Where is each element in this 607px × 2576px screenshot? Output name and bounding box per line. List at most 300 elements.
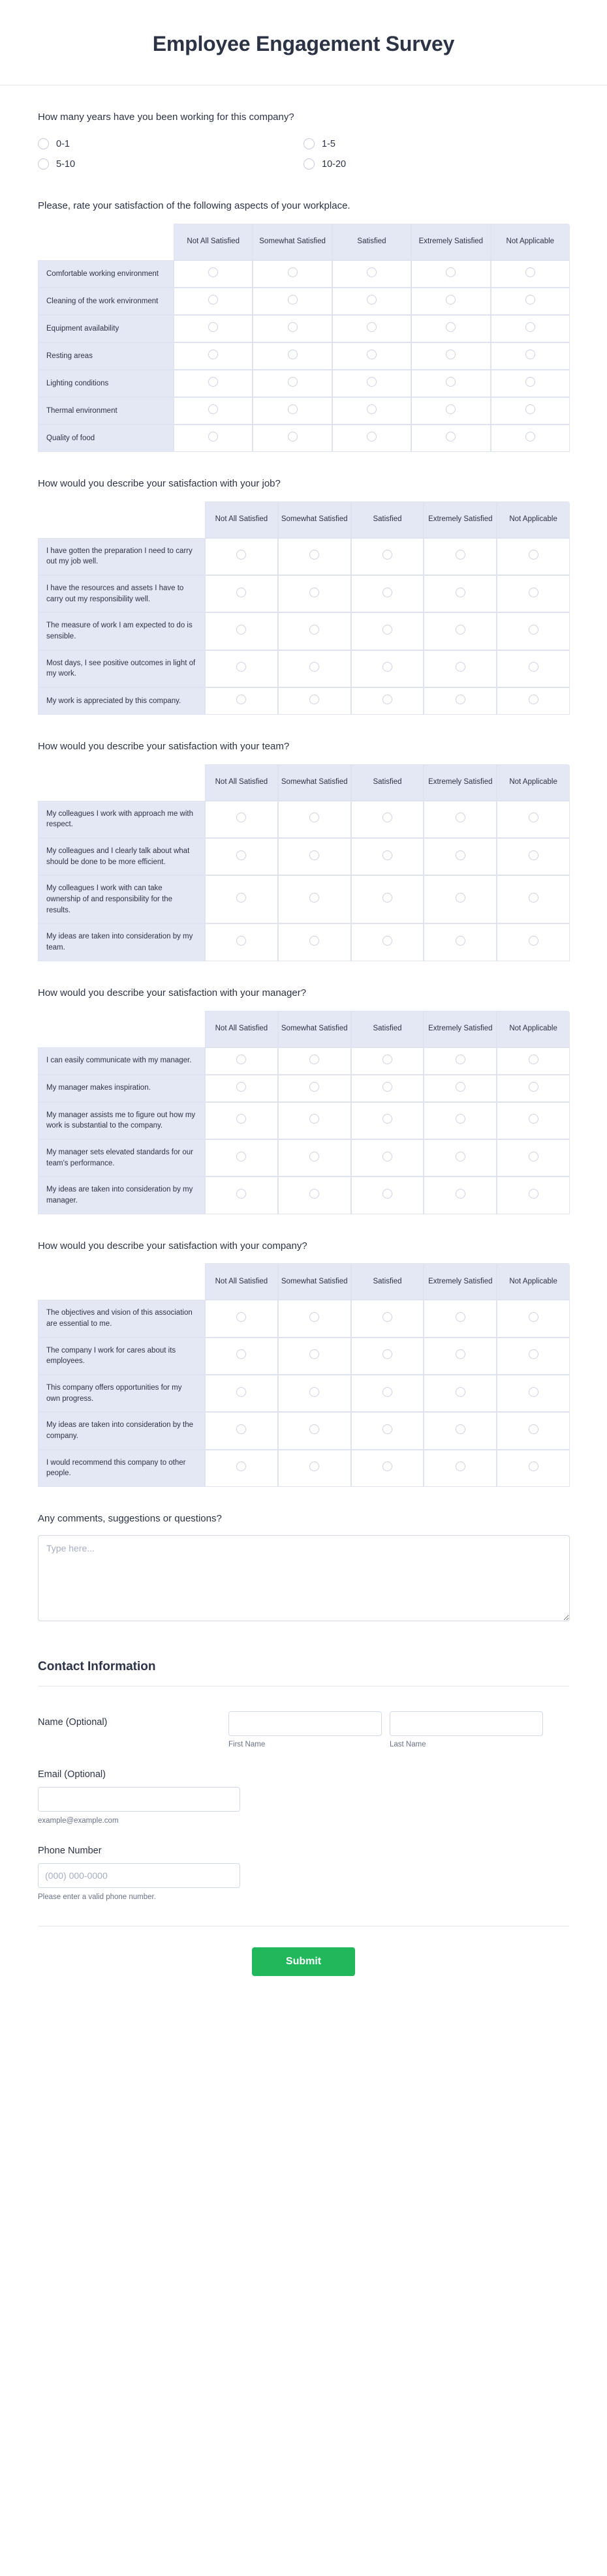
matrix-radio-cell[interactable]: [278, 1412, 351, 1449]
radio-circle-icon[interactable]: [236, 1114, 246, 1124]
radio-circle-icon[interactable]: [309, 1082, 319, 1092]
matrix-radio-cell[interactable]: [278, 1139, 351, 1176]
radio-circle-icon[interactable]: [446, 295, 456, 305]
radio-circle-icon[interactable]: [529, 850, 538, 860]
matrix-radio-cell[interactable]: [205, 1176, 278, 1214]
radio-circle-icon[interactable]: [208, 432, 218, 442]
radio-circle-icon[interactable]: [382, 1424, 392, 1434]
matrix-radio-cell[interactable]: [351, 801, 424, 838]
radio-circle-icon[interactable]: [208, 404, 218, 414]
radio-circle-icon[interactable]: [309, 850, 319, 860]
radio-circle-icon[interactable]: [525, 432, 535, 442]
matrix-radio-cell[interactable]: [278, 612, 351, 650]
radio-circle-icon[interactable]: [529, 695, 538, 704]
matrix-radio-cell[interactable]: [424, 1300, 497, 1337]
radio-circle-icon[interactable]: [382, 1461, 392, 1471]
matrix-radio-cell[interactable]: [424, 1047, 497, 1075]
matrix-row: [38, 1412, 570, 1449]
matrix-radio-cell[interactable]: [174, 342, 253, 370]
radio-circle-icon[interactable]: [456, 1312, 465, 1322]
matrix-radio-cell[interactable]: [278, 1075, 351, 1102]
matrix-radio-cell[interactable]: [497, 1412, 570, 1449]
radio-circle-icon[interactable]: [309, 1114, 319, 1124]
matrix-radio-cell[interactable]: [205, 838, 278, 875]
radio-circle-icon[interactable]: [236, 1387, 246, 1397]
matrix-radio-cell[interactable]: [424, 687, 497, 715]
radio-circle-icon[interactable]: [529, 1424, 538, 1434]
page-title: Employee Engagement Survey: [152, 32, 455, 55]
matrix-radio-cell[interactable]: [351, 687, 424, 715]
radio-circle-icon[interactable]: [367, 350, 377, 359]
radio-circle-icon[interactable]: [456, 813, 465, 822]
matrix-radio-cell[interactable]: [351, 1176, 424, 1214]
matrix-radio-cell[interactable]: [424, 1176, 497, 1214]
radio-circle-icon[interactable]: [367, 432, 377, 442]
matrix-radio-cell[interactable]: [278, 1450, 351, 1487]
first-name-input[interactable]: [228, 1711, 382, 1736]
matrix-radio-cell[interactable]: [205, 1300, 278, 1337]
matrix-radio-cell[interactable]: [424, 538, 497, 575]
question-manager-label: How would you describe your satisfaction with your manager?: [38, 987, 307, 998]
phone-input[interactable]: [38, 1863, 240, 1888]
radio-circle-icon[interactable]: [309, 588, 319, 597]
radio-circle-icon[interactable]: [382, 695, 392, 704]
radio-circle-icon[interactable]: [382, 550, 392, 560]
matrix-radio-cell[interactable]: [424, 575, 497, 612]
matrix-radio-cell[interactable]: [351, 538, 424, 575]
radio-circle-icon[interactable]: [288, 267, 298, 277]
matrix-radio-cell[interactable]: [278, 1300, 351, 1337]
radio-circle-icon[interactable]: [382, 1189, 392, 1199]
matrix-radio-cell[interactable]: [278, 1047, 351, 1075]
question-job-label: How would you describe your satisfaction with your job?: [38, 477, 281, 489]
matrix-radio-cell[interactable]: [278, 1375, 351, 1412]
matrix-radio-cell[interactable]: [497, 1375, 570, 1412]
comments-textarea[interactable]: [38, 1535, 570, 1621]
matrix-radio-cell[interactable]: [351, 1412, 424, 1449]
radio-circle-icon[interactable]: [309, 1349, 319, 1359]
matrix-radio-cell[interactable]: [497, 1047, 570, 1075]
matrix-radio-cell[interactable]: [278, 687, 351, 715]
radio-circle-icon[interactable]: [382, 662, 392, 672]
radio-circle-icon[interactable]: [309, 893, 319, 903]
radio-circle-icon[interactable]: [367, 322, 377, 332]
radio-circle-icon[interactable]: [309, 695, 319, 704]
radio-circle-icon[interactable]: [382, 1055, 392, 1064]
radio-circle-icon[interactable]: [456, 695, 465, 704]
radio-circle-icon[interactable]: [367, 377, 377, 387]
submit-button[interactable]: Submit: [252, 1947, 355, 1976]
radio-circle-icon[interactable]: [529, 625, 538, 635]
matrix-radio-cell[interactable]: [332, 260, 411, 288]
radio-circle-icon[interactable]: [382, 1114, 392, 1124]
radio-circle-icon[interactable]: [525, 404, 535, 414]
radio-circle-icon[interactable]: [236, 850, 246, 860]
matrix-radio-cell[interactable]: [497, 612, 570, 650]
matrix-radio-cell[interactable]: [351, 1075, 424, 1102]
matrix-radio-cell[interactable]: [351, 1375, 424, 1412]
matrix-row-label: My ideas are taken into consideration by my team.: [38, 923, 205, 961]
radio-circle-icon[interactable]: [236, 893, 246, 903]
matrix-radio-cell[interactable]: [253, 397, 332, 425]
matrix-row: [38, 612, 570, 650]
matrix-radio-cell[interactable]: [411, 315, 490, 342]
comments-textarea-wrap: [38, 1535, 569, 1625]
radio-circle-icon[interactable]: [38, 138, 49, 149]
matrix-radio-cell[interactable]: [205, 1047, 278, 1075]
matrix-radio-cell[interactable]: [497, 1139, 570, 1176]
matrix-radio-cell[interactable]: [497, 1075, 570, 1102]
matrix-radio-cell[interactable]: [497, 1450, 570, 1487]
matrix-header-row: [38, 764, 570, 801]
radio-circle-icon[interactable]: [236, 1189, 246, 1199]
matrix-radio-cell[interactable]: [351, 923, 424, 961]
matrix-radio-cell[interactable]: [411, 288, 490, 315]
matrix-column-header: Satisfied: [351, 1011, 424, 1047]
radio-circle-icon[interactable]: [236, 813, 246, 822]
matrix-radio-cell[interactable]: [351, 838, 424, 875]
radio-circle-icon[interactable]: [382, 1387, 392, 1397]
radio-circle-icon[interactable]: [529, 936, 538, 946]
matrix-radio-cell[interactable]: [253, 315, 332, 342]
matrix-radio-cell[interactable]: [205, 1139, 278, 1176]
matrix-radio-cell[interactable]: [497, 650, 570, 687]
matrix-radio-cell[interactable]: [351, 875, 424, 923]
matrix-radio-cell[interactable]: [497, 687, 570, 715]
matrix-row: [38, 650, 570, 687]
matrix-radio-cell[interactable]: [411, 397, 490, 425]
matrix-radio-cell[interactable]: [205, 1338, 278, 1375]
radio-circle-icon[interactable]: [236, 1082, 246, 1092]
matrix-radio-cell[interactable]: [205, 575, 278, 612]
years-option-10-20[interactable]: [304, 154, 569, 174]
radio-circle-icon[interactable]: [529, 1387, 538, 1397]
radio-circle-icon[interactable]: [382, 936, 392, 946]
radio-circle-icon[interactable]: [456, 550, 465, 560]
radio-circle-icon[interactable]: [309, 936, 319, 946]
radio-circle-icon[interactable]: [446, 377, 456, 387]
radio-circle-icon[interactable]: [456, 1461, 465, 1471]
radio-circle-icon[interactable]: [382, 893, 392, 903]
matrix-radio-cell[interactable]: [424, 612, 497, 650]
radio-circle-icon[interactable]: [456, 1189, 465, 1199]
matrix-radio-cell[interactable]: [424, 1139, 497, 1176]
matrix-radio-cell[interactable]: [278, 801, 351, 838]
matrix-radio-cell[interactable]: [332, 425, 411, 452]
matrix-radio-cell[interactable]: [253, 288, 332, 315]
radio-circle-icon[interactable]: [309, 1152, 319, 1161]
matrix-radio-cell[interactable]: [205, 1075, 278, 1102]
radio-circle-icon[interactable]: [456, 1114, 465, 1124]
matrix-radio-cell[interactable]: [424, 923, 497, 961]
radio-circle-icon[interactable]: [236, 936, 246, 946]
matrix-radio-cell[interactable]: [491, 425, 570, 452]
email-input[interactable]: [38, 1787, 240, 1812]
radio-circle-icon[interactable]: [529, 813, 538, 822]
matrix-radio-cell[interactable]: [332, 342, 411, 370]
matrix-radio-cell[interactable]: [278, 1176, 351, 1214]
radio-circle-icon[interactable]: [236, 625, 246, 635]
matrix-radio-cell[interactable]: [424, 1375, 497, 1412]
matrix-radio-cell[interactable]: [174, 288, 253, 315]
radio-circle-icon[interactable]: [525, 322, 535, 332]
matrix-radio-cell[interactable]: [497, 875, 570, 923]
matrix-row: [38, 575, 570, 612]
radio-circle-icon[interactable]: [382, 588, 392, 597]
question-years-block: [38, 85, 569, 174]
radio-circle-icon[interactable]: [309, 1461, 319, 1471]
question-workplace-label: Please, rate your satisfaction of the following aspects of your workplace.: [38, 200, 350, 212]
matrix-radio-cell[interactable]: [174, 397, 253, 425]
matrix-radio-cell[interactable]: [497, 1300, 570, 1337]
matrix-radio-cell[interactable]: [174, 370, 253, 397]
radio-circle-icon[interactable]: [236, 1424, 246, 1434]
radio-circle-icon[interactable]: [382, 625, 392, 635]
radio-circle-icon[interactable]: [236, 1312, 246, 1322]
radio-circle-icon[interactable]: [236, 550, 246, 560]
matrix-radio-cell[interactable]: [205, 801, 278, 838]
radio-circle-icon[interactable]: [456, 625, 465, 635]
matrix-radio-cell[interactable]: [278, 538, 351, 575]
radio-circle-icon[interactable]: [525, 295, 535, 305]
radio-circle-icon[interactable]: [456, 1349, 465, 1359]
matrix-radio-cell[interactable]: [351, 612, 424, 650]
matrix-radio-cell[interactable]: [253, 425, 332, 452]
radio-circle-icon[interactable]: [236, 1349, 246, 1359]
years-option-0-1[interactable]: [38, 134, 304, 154]
matrix-radio-cell[interactable]: [351, 1102, 424, 1139]
radio-circle-icon[interactable]: [288, 432, 298, 442]
radio-circle-icon[interactable]: [309, 1424, 319, 1434]
radio-circle-icon[interactable]: [208, 322, 218, 332]
matrix-radio-cell[interactable]: [351, 1047, 424, 1075]
radio-circle-icon[interactable]: [367, 295, 377, 305]
radio-circle-icon[interactable]: [309, 625, 319, 635]
matrix-radio-cell[interactable]: [497, 1102, 570, 1139]
matrix-radio-cell[interactable]: [278, 1102, 351, 1139]
radio-circle-icon[interactable]: [208, 295, 218, 305]
radio-circle-icon[interactable]: [529, 662, 538, 672]
matrix-radio-cell[interactable]: [424, 875, 497, 923]
matrix-radio-cell[interactable]: [205, 1412, 278, 1449]
matrix-row-label: Equipment availability: [38, 315, 174, 342]
matrix-radio-cell[interactable]: [351, 575, 424, 612]
radio-circle-icon[interactable]: [382, 850, 392, 860]
matrix-radio-cell[interactable]: [491, 342, 570, 370]
radio-circle-icon[interactable]: [456, 1082, 465, 1092]
radio-circle-icon[interactable]: [456, 1424, 465, 1434]
matrix-radio-cell[interactable]: [253, 342, 332, 370]
matrix-radio-cell[interactable]: [497, 923, 570, 961]
matrix-radio-cell[interactable]: [278, 838, 351, 875]
matrix-radio-cell[interactable]: [205, 1450, 278, 1487]
radio-circle-icon[interactable]: [529, 1461, 538, 1471]
radio-circle-icon[interactable]: [236, 588, 246, 597]
matrix-radio-cell[interactable]: [411, 425, 490, 452]
radio-circle-icon[interactable]: [529, 893, 538, 903]
matrix-row: [38, 288, 570, 315]
radio-circle-icon[interactable]: [446, 432, 456, 442]
matrix-radio-cell[interactable]: [332, 370, 411, 397]
matrix-table-job: [38, 502, 570, 715]
radio-circle-icon[interactable]: [529, 1349, 538, 1359]
radio-circle-icon[interactable]: [456, 1387, 465, 1397]
matrix-radio-cell[interactable]: [497, 575, 570, 612]
matrix-radio-cell[interactable]: [491, 288, 570, 315]
radio-circle-icon[interactable]: [456, 1055, 465, 1064]
radio-circle-icon[interactable]: [456, 662, 465, 672]
matrix-radio-cell[interactable]: [174, 315, 253, 342]
matrix-column-header: Somewhat Satisfied: [278, 502, 351, 538]
radio-circle-icon[interactable]: [309, 1312, 319, 1322]
radio-circle-icon[interactable]: [382, 1312, 392, 1322]
matrix-radio-cell[interactable]: [424, 801, 497, 838]
radio-circle-icon[interactable]: [529, 550, 538, 560]
radio-circle-icon[interactable]: [456, 936, 465, 946]
matrix-company-wrap: [38, 1263, 569, 1487]
matrix-radio-cell[interactable]: [332, 315, 411, 342]
radio-circle-icon[interactable]: [288, 377, 298, 387]
radio-circle-icon[interactable]: [529, 1312, 538, 1322]
matrix-radio-cell[interactable]: [278, 1338, 351, 1375]
radio-circle-icon[interactable]: [456, 893, 465, 903]
matrix-corner-cell: [38, 1011, 205, 1047]
matrix-radio-cell[interactable]: [205, 923, 278, 961]
matrix-radio-cell[interactable]: [205, 875, 278, 923]
radio-circle-icon[interactable]: [529, 1189, 538, 1199]
radio-circle-icon[interactable]: [367, 267, 377, 277]
radio-circle-icon[interactable]: [525, 350, 535, 359]
matrix-radio-cell[interactable]: [491, 315, 570, 342]
matrix-radio-cell[interactable]: [205, 612, 278, 650]
matrix-radio-cell[interactable]: [278, 650, 351, 687]
matrix-radio-cell[interactable]: [205, 687, 278, 715]
radio-circle-icon[interactable]: [236, 1152, 246, 1161]
matrix-radio-cell[interactable]: [491, 260, 570, 288]
radio-circle-icon[interactable]: [529, 1082, 538, 1092]
matrix-radio-cell[interactable]: [205, 1102, 278, 1139]
radio-circle-icon[interactable]: [456, 588, 465, 597]
radio-circle-icon[interactable]: [309, 662, 319, 672]
radio-circle-icon[interactable]: [367, 404, 377, 414]
radio-circle-icon[interactable]: [309, 1387, 319, 1397]
radio-circle-icon[interactable]: [309, 1055, 319, 1064]
matrix-radio-cell[interactable]: [351, 1139, 424, 1176]
radio-circle-icon[interactable]: [288, 322, 298, 332]
radio-circle-icon[interactable]: [529, 588, 538, 597]
matrix-radio-cell[interactable]: [351, 1338, 424, 1375]
radio-circle-icon[interactable]: [382, 1349, 392, 1359]
matrix-radio-cell[interactable]: [332, 397, 411, 425]
radio-circle-icon[interactable]: [446, 350, 456, 359]
radio-circle-icon[interactable]: [525, 377, 535, 387]
matrix-radio-cell[interactable]: [205, 538, 278, 575]
matrix-row: [38, 1176, 570, 1214]
matrix-radio-cell[interactable]: [424, 1102, 497, 1139]
matrix-radio-cell[interactable]: [497, 801, 570, 838]
matrix-radio-cell[interactable]: [497, 1338, 570, 1375]
matrix-radio-cell[interactable]: [332, 288, 411, 315]
matrix-table-company: [38, 1263, 570, 1487]
radio-circle-icon[interactable]: [288, 295, 298, 305]
matrix-radio-cell[interactable]: [424, 1075, 497, 1102]
radio-circle-icon[interactable]: [382, 1082, 392, 1092]
matrix-radio-cell[interactable]: [253, 260, 332, 288]
matrix-radio-cell[interactable]: [424, 650, 497, 687]
radio-circle-icon[interactable]: [208, 377, 218, 387]
matrix-radio-cell[interactable]: [278, 575, 351, 612]
matrix-radio-cell[interactable]: [253, 370, 332, 397]
radio-circle-icon[interactable]: [288, 350, 298, 359]
matrix-radio-cell[interactable]: [424, 838, 497, 875]
radio-circle-icon[interactable]: [208, 267, 218, 277]
radio-circle-icon[interactable]: [304, 138, 315, 149]
matrix-radio-cell[interactable]: [491, 397, 570, 425]
matrix-radio-cell[interactable]: [174, 425, 253, 452]
radio-circle-icon[interactable]: [309, 550, 319, 560]
radio-circle-icon[interactable]: [236, 695, 246, 704]
radio-circle-icon[interactable]: [382, 1152, 392, 1161]
radio-circle-icon[interactable]: [446, 267, 456, 277]
matrix-radio-cell[interactable]: [497, 538, 570, 575]
radio-circle-icon[interactable]: [208, 350, 218, 359]
radio-circle-icon[interactable]: [529, 1152, 538, 1161]
matrix-radio-cell[interactable]: [278, 923, 351, 961]
radio-circle-icon[interactable]: [456, 1152, 465, 1161]
radio-circle-icon[interactable]: [456, 850, 465, 860]
matrix-radio-cell[interactable]: [424, 1450, 497, 1487]
matrix-column-header: Extremely Satisfied: [411, 224, 490, 260]
radio-circle-icon[interactable]: [38, 158, 49, 170]
radio-circle-icon[interactable]: [529, 1055, 538, 1064]
matrix-radio-cell[interactable]: [351, 1450, 424, 1487]
matrix-radio-cell[interactable]: [351, 650, 424, 687]
matrix-radio-cell[interactable]: [411, 370, 490, 397]
matrix-radio-cell[interactable]: [497, 838, 570, 875]
matrix-radio-cell[interactable]: [491, 370, 570, 397]
radio-circle-icon[interactable]: [446, 404, 456, 414]
radio-circle-icon[interactable]: [382, 813, 392, 822]
radio-circle-icon[interactable]: [525, 267, 535, 277]
radio-circle-icon[interactable]: [236, 1055, 246, 1064]
radio-circle-icon[interactable]: [288, 404, 298, 414]
radio-circle-icon[interactable]: [309, 1189, 319, 1199]
matrix-radio-cell[interactable]: [411, 260, 490, 288]
matrix-radio-cell[interactable]: [205, 650, 278, 687]
matrix-radio-cell[interactable]: [497, 1176, 570, 1214]
matrix-radio-cell[interactable]: [424, 1412, 497, 1449]
matrix-column-header: Extremely Satisfied: [424, 1011, 497, 1047]
matrix-row: [38, 260, 570, 288]
radio-circle-icon[interactable]: [304, 158, 315, 170]
radio-circle-icon[interactable]: [529, 1114, 538, 1124]
matrix-radio-cell[interactable]: [351, 1300, 424, 1337]
years-option-5-10[interactable]: [38, 154, 304, 174]
years-option-1-5[interactable]: [304, 134, 569, 154]
radio-circle-icon[interactable]: [309, 813, 319, 822]
question-team-block: [38, 715, 569, 961]
matrix-radio-cell[interactable]: [278, 875, 351, 923]
matrix-radio-cell[interactable]: [205, 1375, 278, 1412]
radio-circle-icon[interactable]: [236, 1461, 246, 1471]
radio-circle-icon[interactable]: [236, 662, 246, 672]
matrix-radio-cell[interactable]: [411, 342, 490, 370]
matrix-radio-cell[interactable]: [174, 260, 253, 288]
matrix-column-header: Somewhat Satisfied: [278, 1011, 351, 1047]
radio-circle-icon[interactable]: [446, 322, 456, 332]
last-name-input[interactable]: [390, 1711, 543, 1736]
matrix-radio-cell[interactable]: [424, 1338, 497, 1375]
